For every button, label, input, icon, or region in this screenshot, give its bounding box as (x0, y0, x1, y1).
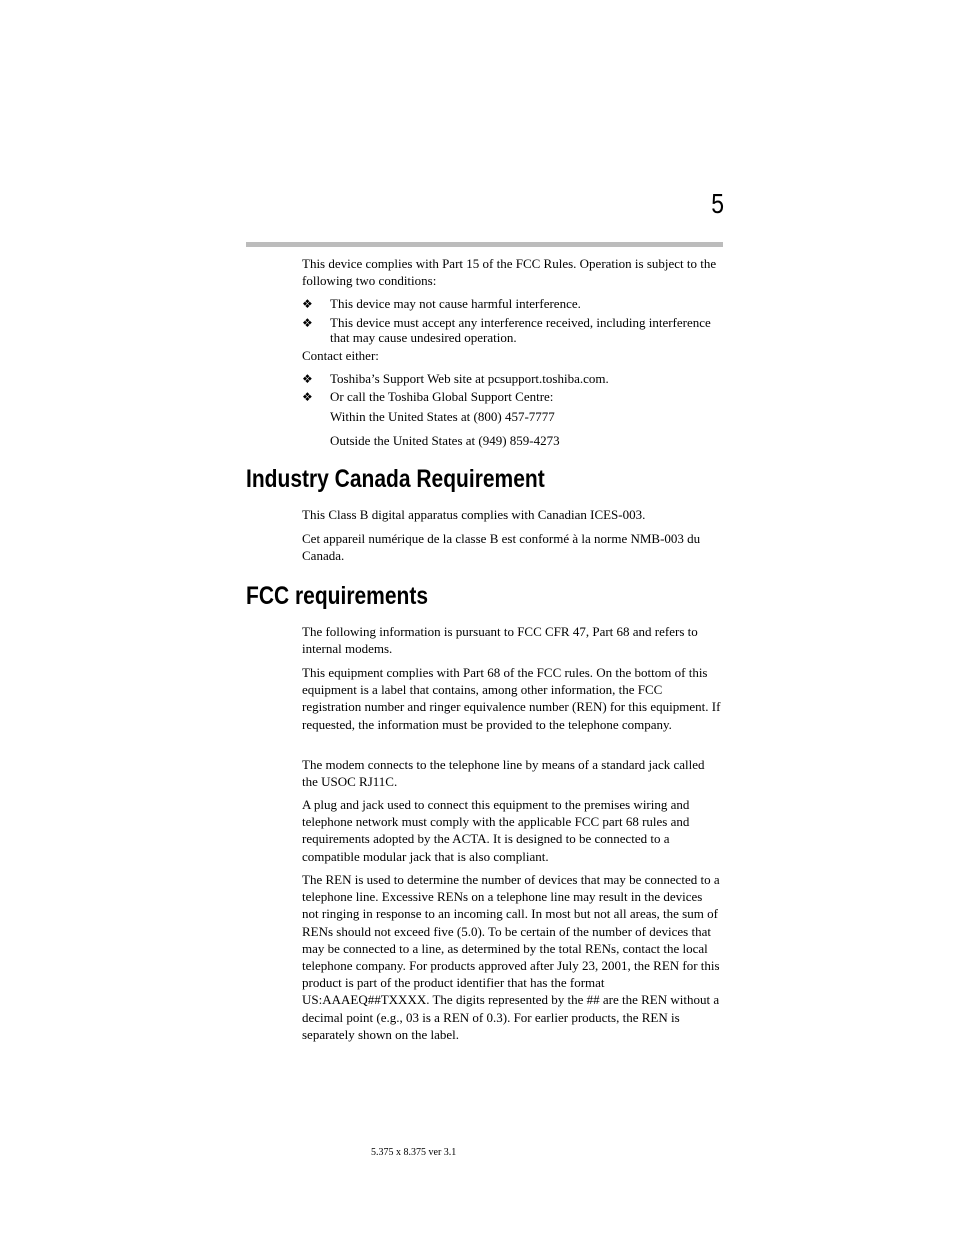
heading-fcc-requirements: FCC requirements (246, 582, 429, 610)
page-number: 5 (711, 188, 724, 219)
footer-version: 5.375 x 8.375 ver 3.1 (371, 1147, 457, 1158)
condition-text: This device must accept any interference received, including interference that may cause undesired operation. (330, 315, 711, 345)
contact-intro: Contact either: (302, 348, 379, 363)
fcc-requirements-paragraph: A plug and jack used to connect this equipment to the premises wiring and telephone network must comply with the applicable FCC part 68 rules and requirements adopted by the ACTA. It is designed to be connected to a compatible modular jack that is also compliant. (302, 797, 690, 864)
header-rule (246, 242, 723, 247)
industry-canada-paragraph: Cet appareil numérique de la classe B est conformé à la norme NMB-003 du Canada. (302, 531, 701, 564)
phone-outside: Outside the United States at (949) 859-4273 (330, 433, 560, 448)
four-diamond-icon: ❖ (302, 316, 313, 330)
contact-text: Toshiba’s Support Web site at pcsupport.toshiba.com. (330, 371, 609, 386)
industry-canada-paragraph: This Class B digital apparatus complies with Canadian ICES-003. (302, 507, 646, 522)
heading-industry-canada: Industry Canada Requirement (246, 465, 545, 493)
four-diamond-icon: ❖ (302, 297, 313, 311)
fcc-requirements-paragraph: The modem connects to the telephone line by means of a standard jack called the USOC RJ11C. (302, 757, 705, 790)
four-diamond-icon: ❖ (302, 372, 313, 386)
fcc-requirements-paragraph: The REN is used to determine the number of devices that may be connected to a telephone line. Excessive RENs on a telephone line may result in the devices not ringing in response to an incoming call. In most but not all areas, the sum of RENs should not exceed five (5.0). To be certain of the number of devices that may be connected to a line, as determined by the total RENs, contact the local telephone company. For products approved after July 23, 2001, the REN for this product is part of the product identifier that has the format US:AAAEQ##TXXXX. The digits represented by the ## are the REN without a decimal point (e.g., 03 is a REN of 0.3). For earlier products, the REN is separately shown on the label. (302, 872, 720, 1042)
fcc-requirements-paragraph: This equipment complies with Part 68 of the FCC rules. On the bottom of this equipment is a label that contains, among other information, the FCC registration number and ringer equivalence number (REN) for this equipment. If requested, the information must be provided to the telephone company. (302, 665, 721, 732)
phone-us: Within the United States at (800) 457-7777 (330, 409, 555, 424)
fcc-part15-intro: This device complies with Part 15 of the FCC Rules. Operation is subject to the following two conditions: (302, 256, 717, 289)
fcc-requirements-paragraph: The following information is pursuant to FCC CFR 47, Part 68 and refers to internal modems. (302, 624, 698, 657)
condition-text: This device may not cause harmful interference. (330, 296, 581, 311)
contact-text: Or call the Toshiba Global Support Centre: (330, 389, 554, 404)
four-diamond-icon: ❖ (302, 390, 313, 404)
